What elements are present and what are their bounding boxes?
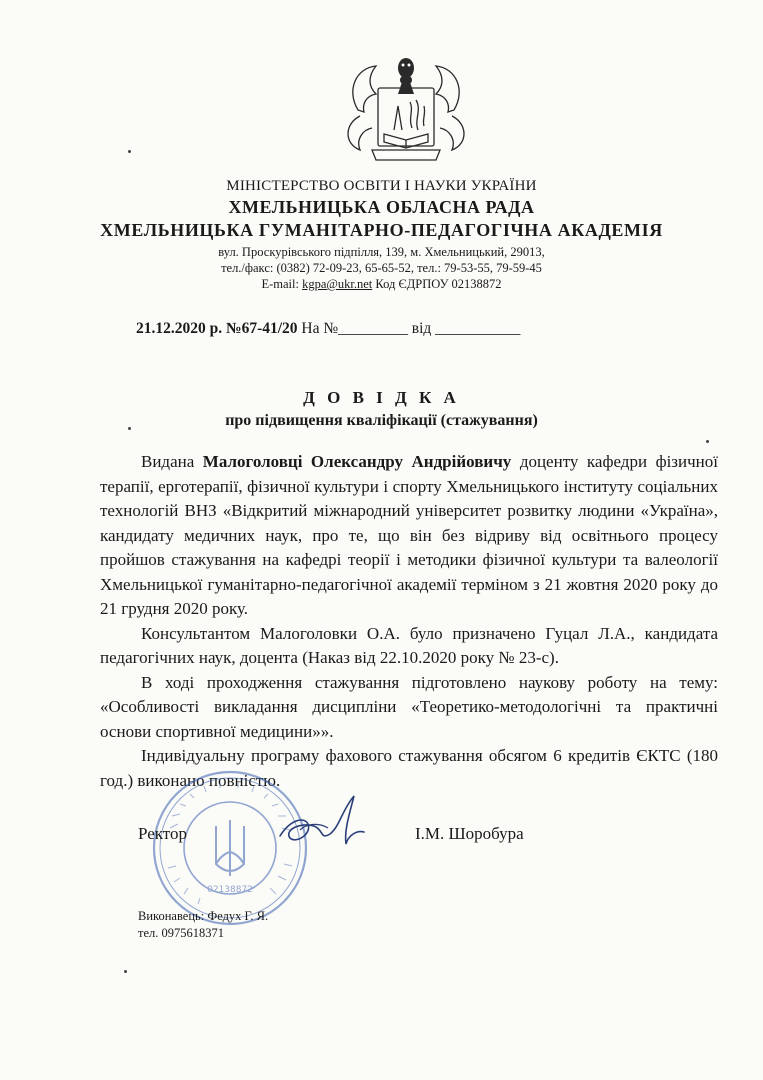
scan-dot [124, 970, 127, 973]
document-subtitle: про підвищення кваліфікації (стажування) [225, 412, 538, 429]
stamp-code: 02138872 [207, 885, 253, 895]
p1-text: доценту кафедри фізичної терапії, ерготерапії, фізичної культури і спорту Хмельницького інституту соціальних технологій ВНЗ «Відкритий міжнародний університет розвитку людини «Україна», кандидату медичних наук, про те, що він без відриву від освітнього процесу пройшов стажування на кафедрі теорії і методики фізичної культури та валеології Хмельницької гуманітарно-педагогічної академії терміном з 21 жовтня 2020 року до 21 грудня 2020 року. [100, 452, 718, 618]
executor-info [138, 908, 268, 942]
edrpou-code: Код ЄДРПОУ 02138872 [372, 277, 502, 291]
ministry-name: МІНІСТЕРСТВО ОСВІТИ І НАУКИ УКРАЇНИ [226, 178, 537, 194]
scan-dot [706, 440, 709, 443]
paragraph-2: Консультантом Малоголовки О.А. було призначено Гуцал Л.А., кандидата педагогічних наук, доцента (Наказ від 22.10.2020 року № 23-с). [100, 623, 718, 667]
scan-dot [128, 150, 131, 153]
document-body [100, 450, 718, 793]
email-link[interactable]: kgpa@ukr.net [302, 277, 373, 291]
paragraph-3: В ході проходження стажування підготовлено наукову роботу на тему: «Особливості викладання дисципліни «Теоретико-методологічні та практичні основи спортивної медицини»». [100, 672, 718, 741]
recipient-name: Малоголовці Олександру Андрійовичу [202, 452, 512, 471]
signatory-name: І.М. Шоробура [415, 824, 524, 843]
council-name: ХМЕЛЬНИЦЬКА ОБЛАСНА РАДА [228, 197, 535, 217]
phone-line: тел./факс: (0382) 72-09-23, 65-65-52, тел.: 79-53-55, 79-59-45 [221, 261, 542, 275]
doc-date: 21.12.2020 [136, 320, 206, 337]
scan-dot [128, 427, 131, 430]
address-line: вул. Проскурівського підпілля, 139, м. Хмельницький, 29013, [218, 245, 545, 259]
handwritten-signature-icon [270, 790, 370, 860]
paragraph-4: Індивідуальну програму фахового стажування обсягом 6 кредитів ЄКТС (180 год.) виконано повністю. [100, 746, 718, 790]
email-label: E-mail: [261, 277, 303, 291]
document-reference [136, 320, 520, 338]
executor-name: Виконавець: Федух Г. Я. [138, 909, 269, 923]
signatory-title: Ректор [138, 824, 188, 843]
email-line [0, 277, 763, 292]
academy-name: ХМЕЛЬНИЦЬКА ГУМАНІТАРНО-ПЕДАГОГІЧНА АКАДЕМІЯ [100, 220, 663, 240]
doc-number: №67-41/20 [226, 320, 298, 337]
paragraph-1 [100, 450, 718, 622]
executor-phone: тел. 0975618371 [138, 926, 224, 940]
document-title: Д О В І Д К А [303, 388, 460, 407]
doc-reply-ref: На №_________ від ___________ [297, 320, 521, 337]
academy-emblem-icon [338, 50, 474, 168]
p1-lead: Видана [141, 452, 203, 471]
doc-year-suffix: р. [205, 320, 226, 337]
